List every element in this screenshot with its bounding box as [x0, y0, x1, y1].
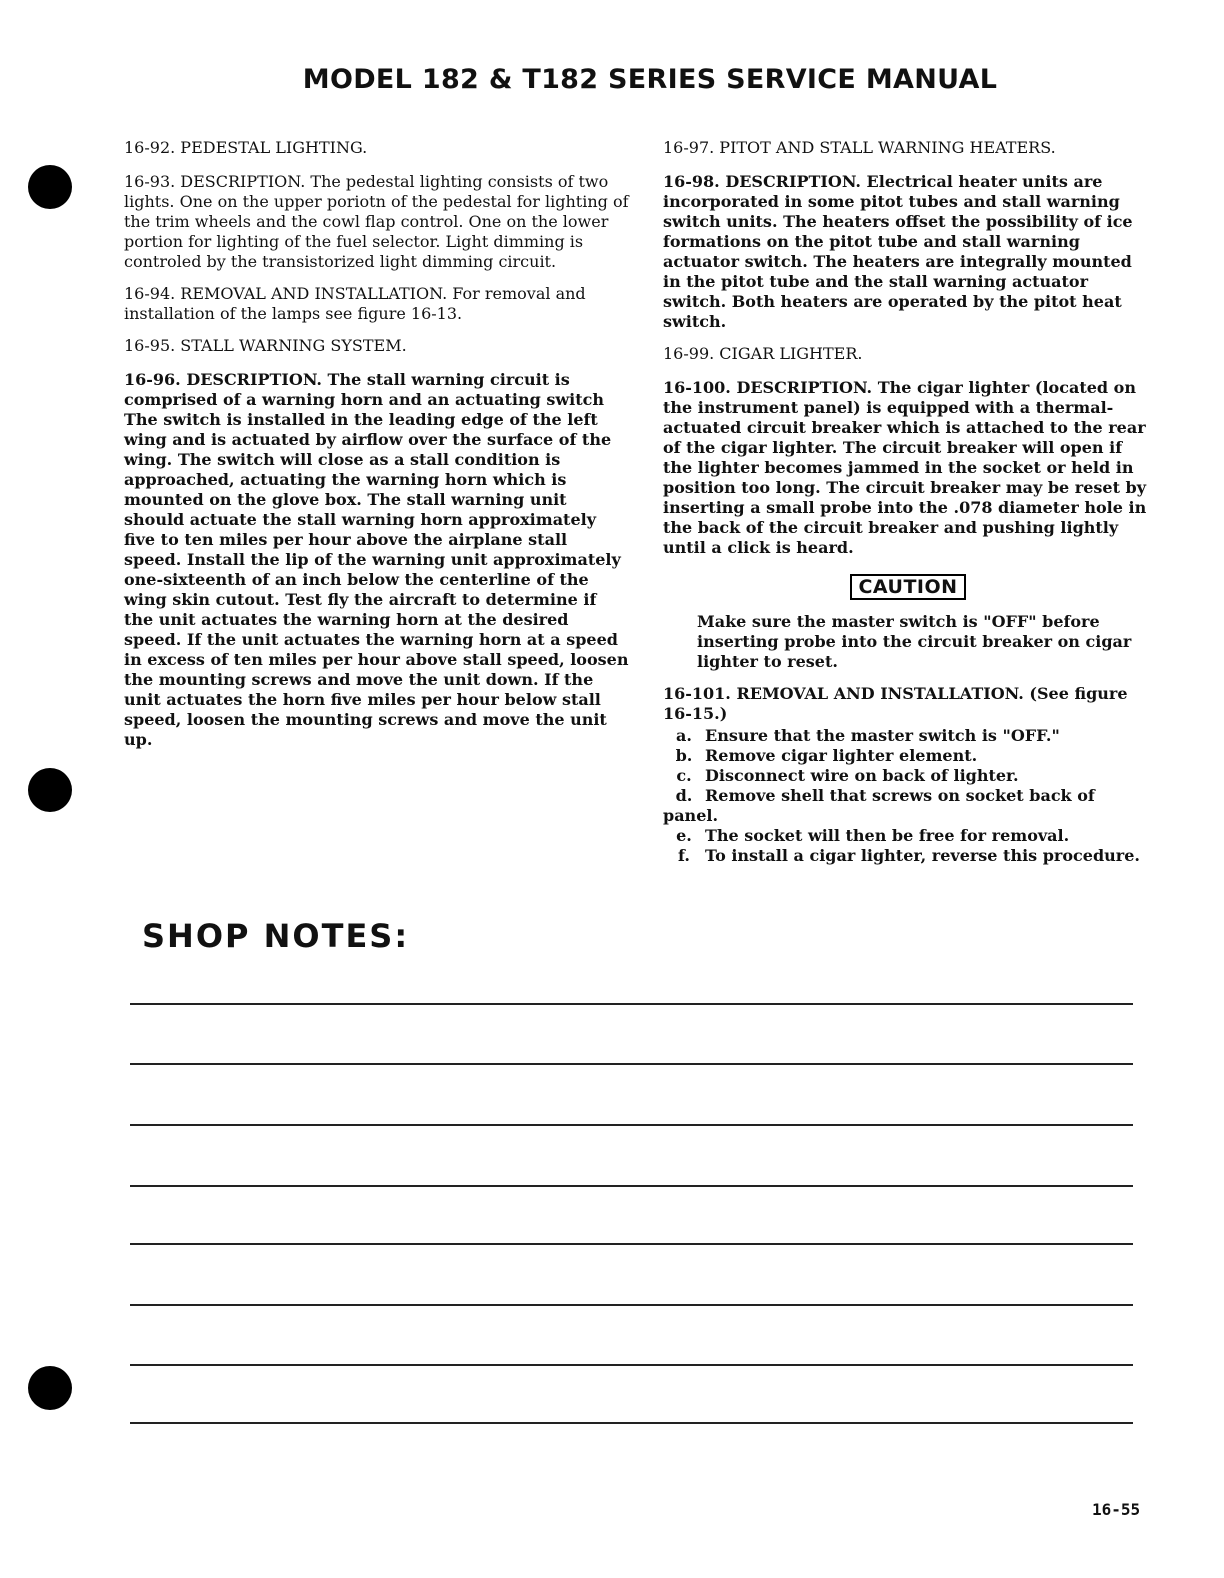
section-16-95-heading: 16-95. STALL WARNING SYSTEM.	[124, 336, 407, 355]
note-line	[130, 1124, 1133, 1126]
section-16-94-text: 16-94. REMOVAL AND INSTALLATION. For removal and installation of the lamps see figure 16-13.	[124, 284, 586, 323]
section-16-96-text: 16-96. DESCRIPTION. The stall warning circuit is comprised of a warning horn and an actuating switch The switch is installed in the leading edge of the left wing and is actuated by airflow over the surface of the wing. The switch will close as a stall condition is approached, actuating the warning horn which is mounted on the glove box. The stall warning unit should actuate the stall warning horn approximately five to ten miles per hour above the airplane stall speed. Install the lip of the warning unit approximately one-sixteenth of an inch below the centerline of the wing skin cutout. Test fly the aircraft to determine if the unit actuates the warning horn at the desired speed. If the unit actuates the warning horn at a speed in excess of ten miles per hour above stall speed, loosen the mounting screws and move the unit down. If the unit actuates the horn five miles per hour below stall speed, loosen the mounting screws and move the unit up.	[124, 370, 629, 749]
section-16-101-heading: 16-101. REMOVAL AND INSTALLATION. (See figure 16-15.)	[663, 684, 1128, 723]
section-16-100-text: 16-100. DESCRIPTION. The cigar lighter (located on the instrument panel) is equipped with a thermal-actuated circuit breaker which is attached to the rear of the cigar lighter. The circuit breaker will open if the lighter becomes jammed in the socket or held in position too long. The circuit breaker may be reset by inserting a small probe into the .078 diameter hole in the back of the circuit breaker and pushing lightly until a click is heard.	[663, 378, 1147, 557]
section-16-92-heading: 16-92. PEDESTAL LIGHTING.	[124, 138, 368, 157]
binder-hole-bottom	[28, 1366, 72, 1410]
section-16-98-text: 16-98. DESCRIPTION. Electrical heater units are incorporated in some pitot tubes and stall warning switch units. The heaters offset the possibility of ice formations on the pitot tube and stall warning actuator switch. The heaters are integrally mounted in the pitot tube and the stall warning actuator switch. Both heaters are operated by the pitot heat switch.	[663, 172, 1133, 331]
note-line	[130, 1063, 1133, 1065]
left-column	[124, 138, 629, 762]
section-16-97-heading: 16-97. PITOT AND STALL WARNING HEATERS.	[663, 138, 1056, 157]
page-title: MODEL 182 & T182 SERIES SERVICE MANUAL	[302, 64, 998, 95]
section-16-99-heading: 16-99. CIGAR LIGHTER.	[663, 344, 863, 363]
note-line	[130, 1185, 1133, 1187]
list-item: a. Ensure that the master switch is "OFF."	[676, 726, 1060, 745]
note-line	[130, 1003, 1133, 1005]
page-number: 16-55	[1092, 1500, 1141, 1519]
removal-steps-list	[663, 726, 1153, 866]
caution-label: CAUTION	[850, 574, 965, 600]
binder-hole-middle	[28, 768, 72, 812]
shop-notes-title: SHOP NOTES:	[142, 917, 410, 955]
binder-hole-top	[28, 165, 72, 209]
list-item: b. Remove cigar lighter element.	[675, 746, 978, 765]
right-column	[663, 138, 1153, 866]
list-item: f. To install a cigar lighter, reverse this procedure.	[678, 846, 1140, 865]
list-item: e. The socket will then be free for removal.	[676, 826, 1070, 845]
caution-block	[663, 574, 1153, 600]
note-line	[130, 1243, 1133, 1245]
caution-text: Make sure the master switch is "OFF" before inserting probe into the circuit breaker on cigar lighter to reset.	[697, 612, 1132, 671]
note-line	[130, 1364, 1133, 1366]
list-item: d. Remove shell that screws on socket back of panel.	[663, 786, 1095, 825]
list-item: c. Disconnect wire on back of lighter.	[676, 766, 1019, 785]
note-line	[130, 1422, 1133, 1424]
section-16-93-text: 16-93. DESCRIPTION. The pedestal lighting consists of two lights. One on the upper poriotn of the pedestal for lighting of the trim wheels and the cowl flap control. One on the lower portion for lighting of the fuel selector. Light dimming is controled by the transistorized light dimming circuit.	[124, 172, 629, 271]
note-line	[130, 1304, 1133, 1306]
